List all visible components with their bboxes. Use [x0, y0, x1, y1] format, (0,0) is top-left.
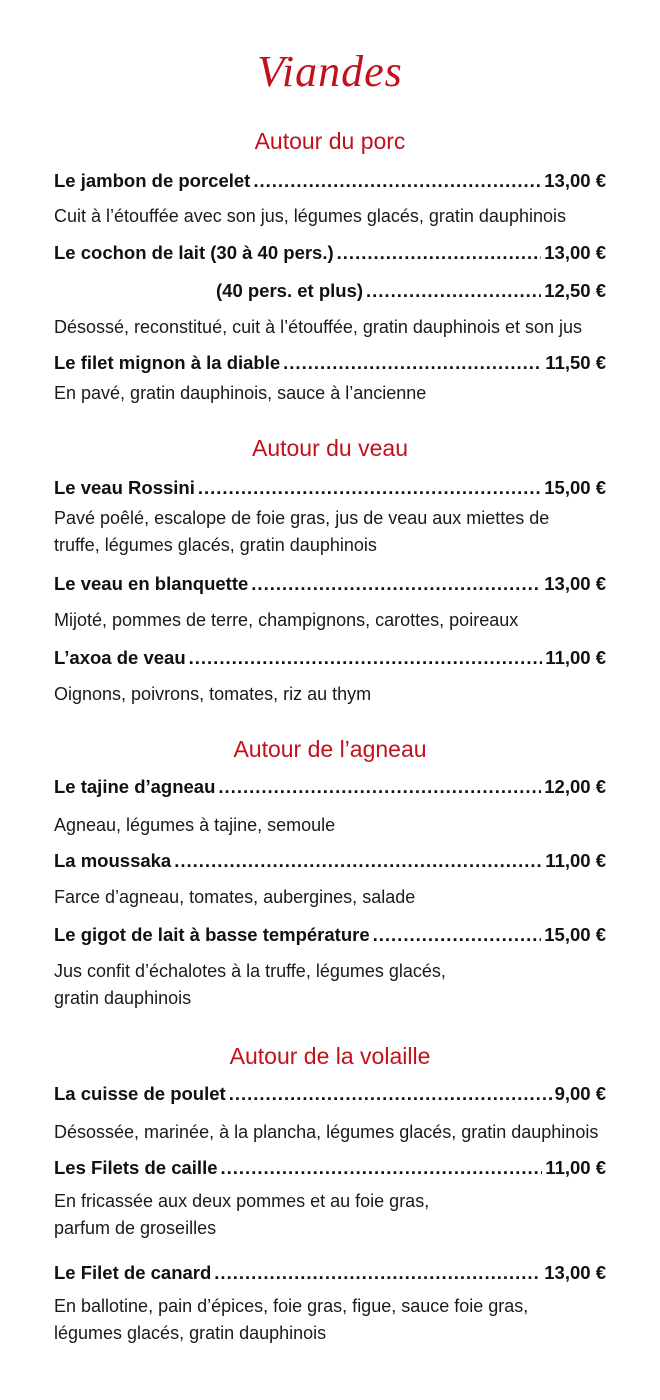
item-price: 15,00 €	[544, 924, 606, 945]
item-name: Les Filets de caille	[54, 1157, 218, 1178]
section-heading-agneau: Autour de l’agneau	[233, 736, 427, 762]
item-description: Mijoté, pommes de terre, champignons, carottes, poireaux	[54, 610, 519, 630]
page-title: Viandes	[257, 47, 403, 96]
dot-leader	[251, 573, 541, 595]
menu-item-caille	[54, 1157, 606, 1179]
menu-item-canard	[54, 1262, 606, 1284]
item-price: 11,50 €	[545, 352, 606, 373]
description-line: En ballotine, pain d’épices, foie gras, figue, sauce foie gras,	[54, 1296, 529, 1316]
item-price: 13,00 €	[544, 573, 606, 594]
item-description	[54, 1293, 614, 1347]
description-line: gratin dauphinois	[54, 988, 192, 1008]
dot-leader	[366, 280, 541, 302]
item-name: La moussaka	[54, 850, 172, 871]
item-price: 11,00 €	[545, 647, 606, 668]
item-price: 12,00 €	[544, 776, 606, 797]
item-name: Le veau en blanquette	[54, 573, 249, 594]
menu-item-poulet	[54, 1083, 606, 1105]
item-name: (40 pers. et plus)	[216, 280, 364, 301]
description-line: Jus confit d’échalotes à la truffe, légumes glacés,	[54, 961, 446, 981]
description-line: truffe, légumes glacés, gratin dauphinois	[54, 535, 377, 555]
dot-leader	[229, 1083, 552, 1105]
dot-leader	[373, 924, 542, 946]
item-price: 12,50 €	[544, 280, 606, 301]
description-line: parfum de groseilles	[54, 1218, 217, 1238]
item-name: L’axoa de veau	[54, 647, 186, 668]
item-name: Le tajine d’agneau	[54, 776, 216, 797]
menu-item-rossini	[54, 477, 606, 499]
item-name: Le Filet de canard	[54, 1262, 212, 1283]
item-price: 11,00 €	[545, 850, 606, 871]
menu-item-filet-mignon	[54, 352, 606, 374]
item-description: Cuit à l’étouffée avec son jus, légumes glacés, gratin dauphinois	[54, 206, 566, 226]
menu-item-blanquette	[54, 573, 606, 595]
item-description: Oignons, poivrons, tomates, riz au thym	[54, 684, 372, 704]
menu-item-moussaka	[54, 850, 606, 872]
dot-leader	[214, 1262, 541, 1284]
item-name: La cuisse de poulet	[54, 1083, 226, 1104]
dot-leader	[253, 170, 541, 192]
section-heading-porc: Autour du porc	[254, 128, 406, 154]
item-name: Le veau Rossini	[54, 477, 195, 498]
item-name: Le gigot de lait à basse température	[54, 924, 370, 945]
dot-leader	[218, 776, 541, 798]
dot-leader	[337, 242, 542, 264]
item-description	[54, 505, 614, 559]
dot-leader	[198, 477, 541, 499]
item-name: Le cochon de lait (30 à 40 pers.)	[54, 242, 334, 263]
item-description	[54, 1188, 614, 1242]
item-price: 13,00 €	[544, 170, 606, 191]
item-name: Le jambon de porcelet	[54, 170, 251, 191]
item-price: 15,00 €	[544, 477, 606, 498]
section-heading-volaille: Autour de la volaille	[229, 1043, 431, 1069]
item-price: 13,00 €	[544, 242, 606, 263]
dot-leader	[283, 352, 542, 374]
description-line: Pavé poêlé, escalope de foie gras, jus de veau aux miettes de	[54, 508, 550, 528]
section-heading-veau: Autour du veau	[251, 435, 408, 461]
menu-item-axoa	[54, 647, 606, 669]
item-price: 9,00 €	[554, 1083, 606, 1104]
dot-leader	[189, 647, 543, 669]
item-description: En pavé, gratin dauphinois, sauce à l’ancienne	[54, 383, 427, 403]
menu-item-tajine	[54, 776, 606, 798]
dot-leader	[221, 1157, 543, 1179]
menu-item-cochon-large	[216, 280, 606, 302]
description-line: légumes glacés, gratin dauphinois	[54, 1323, 327, 1343]
menu-item-cochon	[54, 242, 606, 264]
item-description: Agneau, légumes à tajine, semoule	[54, 815, 336, 835]
item-name: Le filet mignon à la diable	[54, 352, 281, 373]
menu-item-gigot	[54, 924, 606, 946]
item-price: 13,00 €	[544, 1262, 606, 1283]
item-description: Farce d’agneau, tomates, aubergines, salade	[54, 887, 416, 907]
item-description	[54, 958, 614, 1012]
item-description: Désossée, marinée, à la plancha, légumes glacés, gratin dauphinois	[54, 1122, 599, 1142]
description-line: En fricassée aux deux pommes et au foie gras,	[54, 1191, 430, 1211]
item-description: Désossé, reconstitué, cuit à l’étouffée, gratin dauphinois et son jus	[54, 317, 582, 337]
menu-item-jambon	[54, 170, 606, 192]
item-price: 11,00 €	[545, 1157, 606, 1178]
dot-leader	[174, 850, 542, 872]
